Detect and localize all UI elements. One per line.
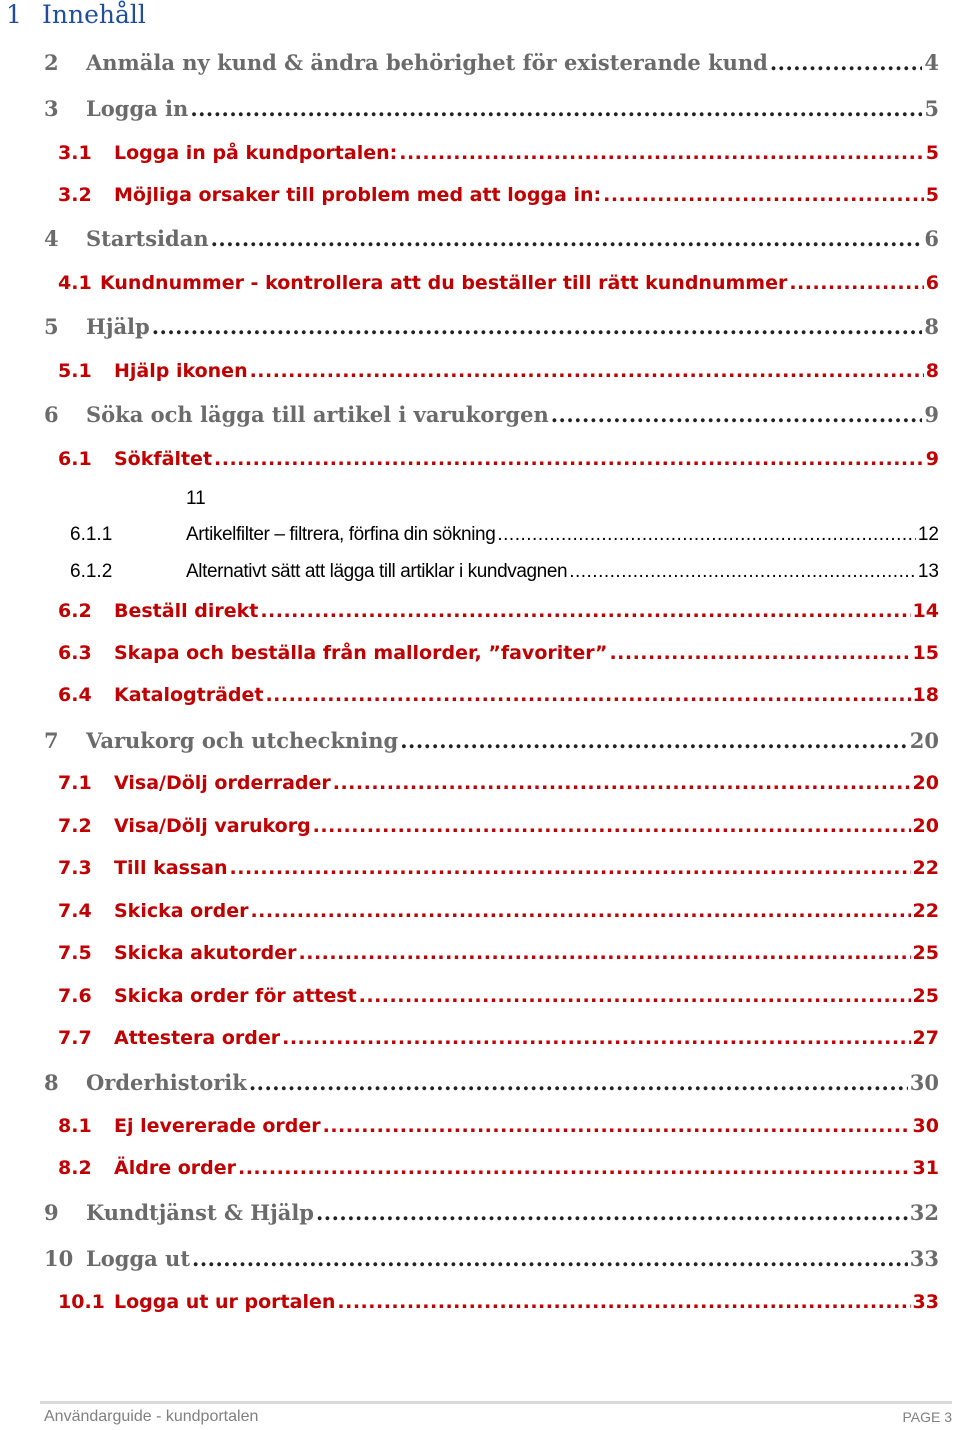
toc-entry-title: Varukorg och utcheckning [86, 728, 399, 753]
toc-leader [214, 448, 924, 470]
toc-entry-title: Visa/Dölj varukorg [114, 815, 311, 837]
toc-leader [789, 272, 923, 294]
toc-leader [230, 857, 911, 879]
toc-entry-page: 20 [912, 815, 939, 837]
toc-entry-title: Visa/Dölj orderrader [114, 772, 331, 794]
toc-entry-page: 22 [912, 857, 939, 879]
toc-leader [211, 226, 923, 251]
toc-entry[interactable] [58, 1027, 939, 1049]
toc-entry-page: 12 [917, 524, 939, 545]
toc-entry-page: 31 [912, 1157, 939, 1179]
toc-entry-page: 5 [925, 142, 939, 164]
toc-leader [299, 942, 911, 964]
toc-entry-page: 4 [924, 50, 939, 75]
toc-leader [260, 600, 910, 622]
toc-entry[interactable] [58, 772, 939, 794]
toc-entry-title: Anmäla ny kund & ändra behörighet för existerande kund [86, 50, 768, 75]
toc-entry-page: 30 [912, 1115, 939, 1137]
footer-page-number: PAGE 3 [902, 1409, 952, 1425]
footer-divider [40, 1401, 952, 1404]
toc-leader [400, 728, 908, 753]
toc-entry[interactable] [58, 184, 939, 206]
toc-entry-number: 6.2 [58, 600, 92, 622]
toc-entry[interactable] [58, 684, 939, 706]
toc-entry-page: 20 [909, 728, 939, 753]
toc-entry[interactable] [58, 1157, 939, 1179]
toc-entry-page: 6 [924, 226, 939, 251]
toc-entry[interactable] [58, 360, 939, 382]
toc-leader [282, 1027, 910, 1049]
toc-entry-page: 15 [912, 642, 939, 664]
toc-entry-page: 8 [925, 360, 939, 382]
footer-document-title: Användarguide - kundportalen [44, 1408, 259, 1425]
toc-entry[interactable] [44, 1070, 939, 1095]
toc-entry[interactable] [58, 142, 939, 164]
toc-leader [603, 184, 924, 206]
toc-entry[interactable] [44, 226, 939, 251]
toc-leader [192, 1246, 908, 1271]
toc-entry-number: 6.4 [58, 684, 92, 706]
toc-entry-page: 14 [912, 600, 939, 622]
orphan-page-number: 11 [186, 488, 206, 509]
toc-entry-page: 30 [909, 1070, 939, 1095]
toc-leader [337, 1291, 910, 1313]
toc-leader [333, 772, 911, 794]
toc-entry[interactable] [58, 900, 939, 922]
toc-entry[interactable] [44, 1246, 939, 1271]
toc-entry-number: 7.6 [58, 985, 92, 1007]
toc-entry[interactable] [58, 600, 939, 622]
toc-entry-title: Startsidan [86, 226, 209, 251]
toc-entry-title: Skapa och beställa från mallorder, ”favoriter” [114, 642, 608, 664]
toc-leader [569, 561, 916, 583]
toc-entry[interactable] [70, 524, 939, 546]
toc-entry-page: 22 [912, 900, 939, 922]
toc-leader [152, 314, 923, 339]
toc-entry[interactable] [58, 448, 939, 470]
toc-entry[interactable] [44, 96, 939, 121]
toc-entry-page: 20 [912, 772, 939, 794]
toc-entry-number: 6.1 [58, 448, 92, 470]
toc-leader [316, 1200, 908, 1225]
toc-entry-number: 6 [44, 402, 59, 427]
toc-entry-title: Katalogträdet [114, 684, 264, 706]
toc-entry-number: 7.3 [58, 857, 92, 879]
toc-entry-title: Möjliga orsaker till problem med att logga in: [114, 184, 602, 206]
toc-entry-number: 3.2 [58, 184, 92, 206]
toc-entry-title: Kundtjänst & Hjälp [86, 1200, 314, 1225]
toc-entry[interactable] [58, 272, 939, 294]
toc-entry-page: 5 [924, 96, 939, 121]
toc-entry-number: 4.1 [58, 272, 92, 294]
toc-entry-page: 13 [917, 561, 939, 582]
toc-entry-number: 7 [44, 728, 59, 753]
toc-heading-number: 1 [6, 0, 22, 29]
toc-entry-number: 2 [44, 50, 59, 75]
toc-entry-number: 7.2 [58, 815, 92, 837]
toc-entry[interactable] [58, 642, 939, 664]
toc-entry-number: 4 [44, 226, 59, 251]
toc-entry-page: 5 [925, 184, 939, 206]
toc-entry-page: 27 [912, 1027, 939, 1049]
toc-entry[interactable] [70, 561, 939, 583]
toc-entry[interactable] [44, 728, 939, 753]
toc-entry[interactable] [58, 857, 939, 879]
toc-leader [323, 1115, 911, 1137]
toc-entry-number: 8 [44, 1070, 59, 1095]
toc-entry-page: 33 [912, 1291, 939, 1313]
toc-entry-number: 10.1 [58, 1291, 105, 1313]
toc-entry-title: Alternativt sätt att lägga till artiklar i kundvagnen [186, 561, 568, 582]
toc-entry[interactable] [44, 314, 939, 339]
toc-entry-title: Skicka order [114, 900, 249, 922]
toc-entry[interactable] [58, 942, 939, 964]
toc-entry-title: Ej levererade order [114, 1115, 321, 1137]
toc-entry-title: Sökfältet [114, 448, 213, 470]
toc-entry-page: 9 [925, 448, 939, 470]
toc-entry-title: Artikelfilter – filtrera, förfina din sökning [186, 524, 496, 545]
toc-entry-number: 8.1 [58, 1115, 92, 1137]
toc-entry-page: 32 [909, 1200, 939, 1225]
toc-entry-number: 6.3 [58, 642, 92, 664]
toc-heading [6, 0, 146, 29]
toc-leader [497, 524, 915, 546]
toc-leader [313, 815, 911, 837]
toc-leader [190, 96, 922, 121]
toc-entry-title: Logga ut [86, 1246, 191, 1271]
toc-entry-number: 3 [44, 96, 59, 121]
toc-entry-title: Till kassan [114, 857, 228, 879]
toc-entry-page: 25 [912, 985, 939, 1007]
toc-leader [265, 684, 910, 706]
toc-entry[interactable] [58, 815, 939, 837]
toc-entry-title: Kundnummer - kontrollera att du beställer till rätt kundnummer [100, 272, 788, 294]
toc-entry[interactable] [58, 985, 939, 1007]
toc-entry-number: 6.1.2 [70, 561, 113, 582]
toc-entry[interactable] [44, 50, 939, 75]
toc-leader [238, 1157, 911, 1179]
toc-entry-number: 7.5 [58, 942, 92, 964]
toc-entry-title: Hjälp [86, 314, 150, 339]
toc-entry-page: 6 [925, 272, 939, 294]
toc-entry-number: 6.1.1 [70, 524, 113, 545]
toc-entry[interactable] [44, 402, 939, 427]
toc-entry-title: Orderhistorik [86, 1070, 247, 1095]
toc-entry[interactable] [44, 1200, 939, 1225]
toc-entry-title: Beställ direkt [114, 600, 259, 622]
toc-leader [359, 985, 911, 1007]
toc-entry-title: Logga in [86, 96, 189, 121]
toc-entry-title: Söka och lägga till artikel i varukorgen [86, 402, 549, 427]
toc-entry-number: 7.1 [58, 772, 92, 794]
toc-entry-number: 3.1 [58, 142, 92, 164]
toc-heading-title: Innehåll [42, 0, 146, 29]
toc-entry-page: 33 [909, 1246, 939, 1271]
toc-entry-number: 10 [44, 1246, 74, 1271]
toc-entry-number: 5.1 [58, 360, 92, 382]
toc-leader [551, 402, 923, 427]
toc-entry-number: 5 [44, 314, 59, 339]
toc-entry-page: 25 [912, 942, 939, 964]
toc-entry[interactable] [58, 1115, 939, 1137]
toc-entry-title: Logga ut ur portalen [114, 1291, 336, 1313]
toc-entry-page: 8 [924, 314, 939, 339]
toc-entry-title: Äldre order [114, 1157, 236, 1179]
toc-entry-title: Hjälp ikonen [114, 360, 248, 382]
toc-entry-title: Logga in på kundportalen: [114, 142, 398, 164]
toc-leader [770, 50, 923, 75]
toc-leader [250, 360, 924, 382]
toc-entry-number: 9 [44, 1200, 59, 1225]
toc-entry-number: 8.2 [58, 1157, 92, 1179]
toc-entry-page: 9 [924, 402, 939, 427]
toc-leader [249, 1070, 908, 1095]
toc-entry-title: Skicka order för attest [114, 985, 357, 1007]
toc-leader [399, 142, 924, 164]
toc-entry-page: 18 [912, 684, 939, 706]
toc-entry-number: 7.7 [58, 1027, 92, 1049]
toc-entry[interactable] [58, 1291, 939, 1313]
toc-leader [609, 642, 910, 664]
toc-entry-title: Attestera order [114, 1027, 281, 1049]
toc-entry-title: Skicka akutorder [114, 942, 297, 964]
toc-entry-number: 7.4 [58, 900, 92, 922]
toc-leader [250, 900, 910, 922]
